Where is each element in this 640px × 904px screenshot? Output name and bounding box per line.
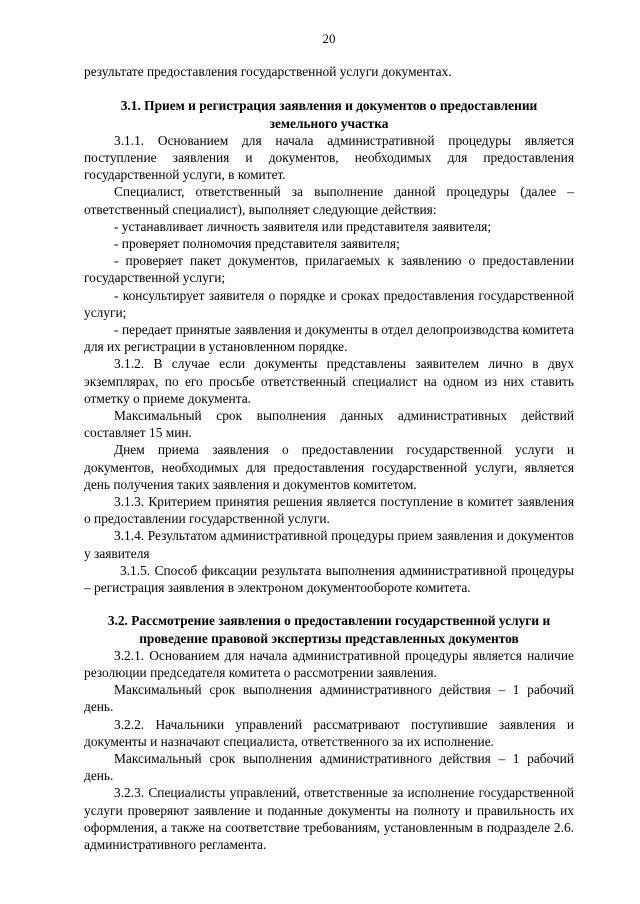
paragraph: 3.1.1. Основанием для начала административной процедуры является поступление заявления и документов, необходимых для предоставления государственной услуги, в комитет. <box>84 132 574 183</box>
paragraph: Максимальный срок выполнения административного действия – 1 рабочий день. <box>84 682 574 715</box>
paragraph: Специалист, ответственный за выполнение данной процедуры (далее – ответственный специалист), выполняет следующие действия: <box>84 184 574 217</box>
paragraph: 3.1.5. Способ фиксации результата выполнения административной процедуры – регистрация заявления в электроном документообороте комитета. <box>84 562 574 596</box>
paragraph: Максимальный срок выполнения данных административных действий составляет 15 мин. <box>84 408 574 441</box>
section-heading-3-1: 3.1. Прием и регистрация заявления и документов о предоставлении земельного участка <box>120 98 538 131</box>
page-number: 20 <box>322 31 336 46</box>
list-item: - консультирует заявителя о порядке и сроках предоставления государственной услуги; <box>84 287 574 320</box>
paragraph: 3.1.2. В случае если документы представлены заявителем лично в двух экземплярах, по его просьбе ответственный специалист на одном из них ставить отметку о приеме документа. <box>84 356 574 406</box>
paragraph: 3.2.2. Начальники управлений рассматривают поступившие заявления и документы и назначают специалиста, ответственного за их исполнение. <box>84 716 574 749</box>
list-item: - проверяет пакет документов, прилагаемых к заявлению о предоставлении государственной услуги; <box>84 253 574 286</box>
section-heading-3-2: 3.2. Рассмотрение заявления о предоставлении государственной услуги и проведение правовой экспертизы представленных документов <box>107 613 551 646</box>
paragraph: 3.1.3. Критерием принятия решения является поступление в комитет заявления о предоставлении государственной услуги. <box>84 494 574 527</box>
lead-fragment: результате предоставления государственной услуги документах. <box>84 64 452 80</box>
spacer <box>84 596 574 612</box>
list-item: - передает принятые заявления и документы в отдел делопроизводства комитета для их регистрации в установленном порядке. <box>84 322 574 355</box>
paragraph: 3.1.4. Результатом административной процедуры прием заявления и документов у заявителя <box>84 528 574 561</box>
spacer <box>84 80 574 97</box>
list-item: - проверяет полномочия представителя заявителя; <box>114 236 400 252</box>
document-page <box>84 30 574 853</box>
paragraph: Максимальный срок выполнения административного действия – 1 рабочий день. <box>84 750 574 784</box>
paragraph: 3.2.1. Основанием для начала административной процедуры является наличие резолюции председателя комитета о рассмотрении заявления. <box>84 647 574 680</box>
paragraph: 3.2.3. Специалисты управлений, ответственные за исполнение государственной услуги проверяют заявление и поданные документы на полноту и правильность их оформления, а также на соответствие требованиям, установленным в подразделе 2.6. административного регламента. <box>84 785 574 852</box>
paragraph: Днем приема заявления о предоставлении государственной услуги и документов, необходимых для предоставления государственной услуги, является день получения таких заявления и документов комитетом. <box>84 442 574 492</box>
list-item: - устанавливает личность заявителя или представителя заявителя; <box>114 218 492 234</box>
